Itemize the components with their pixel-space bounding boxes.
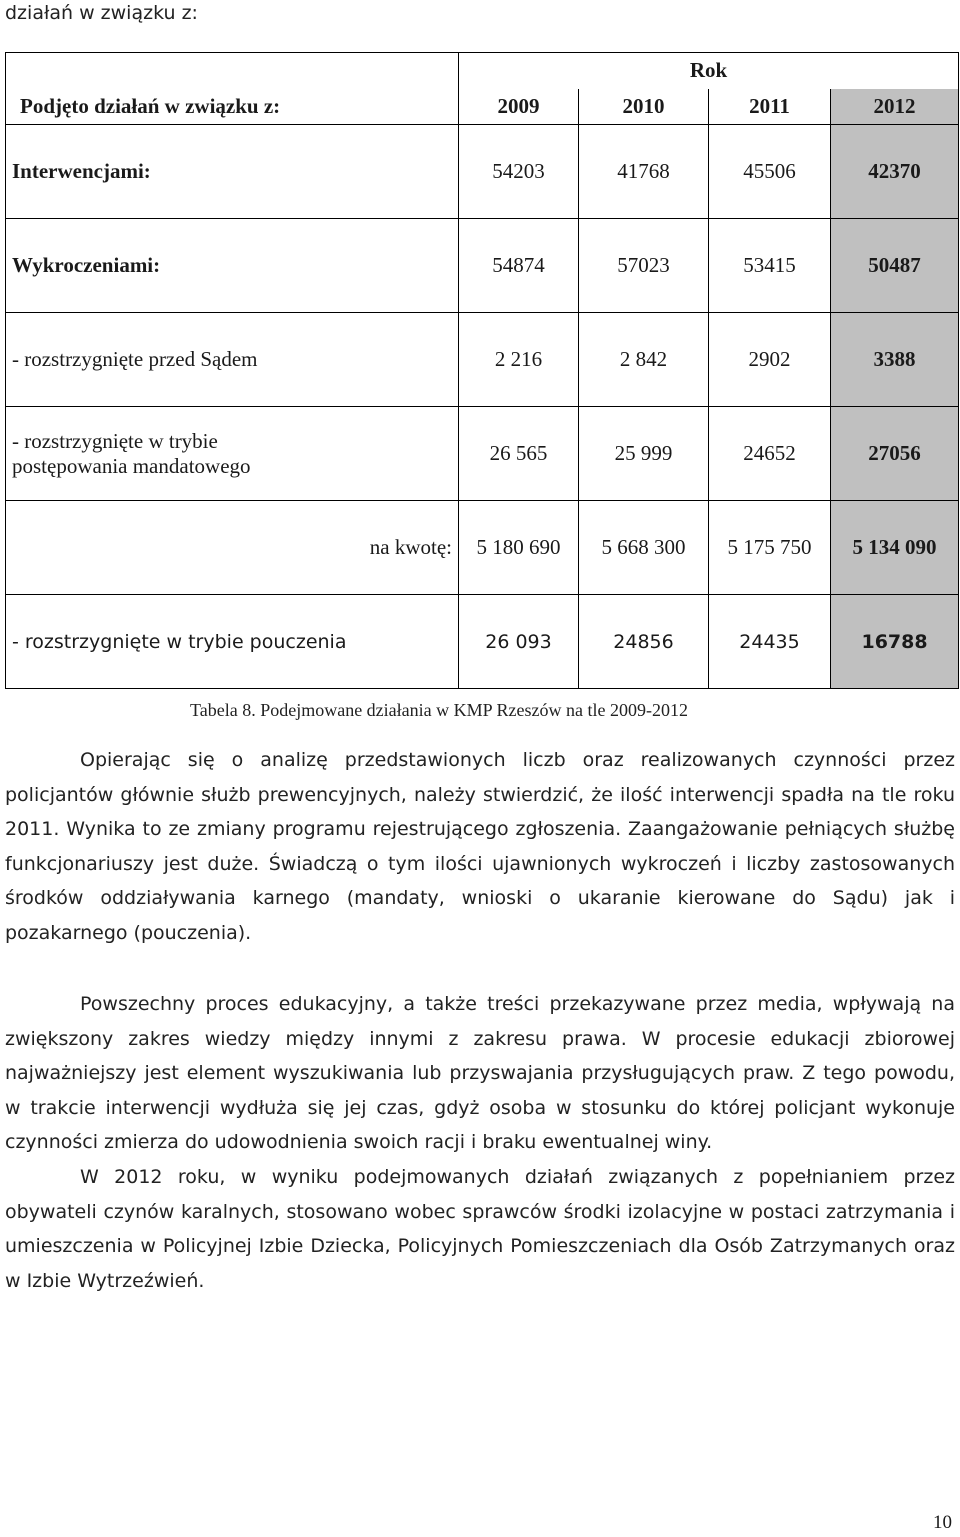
page-number: 10: [933, 1512, 952, 1533]
cell-value: 2 842: [579, 313, 709, 407]
cell-value: 5 175 750: [709, 501, 831, 595]
paragraph: Opierając się o analizę przedstawionych liczb oraz realizowanych czynności przez policjantów głównie służb prewencyjnych, należy stwierdzić, że ilość interwencji spadła na tle roku 2011. Wynika to ze zmiany programu rejestrującego zgłoszenia. Zaangażowanie pełniących służbę funkcjonariuszy jest duże. Świadczą o tym ilości ujawnionych wykroczeń i liczby zastosowanych środków oddziaływania karnego (mandaty, wnioski o ukaranie kierowane do Sądu) jak i pozakarnego (pouczenia).: [5, 749, 955, 944]
cell-value: 25 999: [579, 407, 709, 501]
cell-value-highlighted: 42370: [831, 125, 959, 219]
cell-value: 2902: [709, 313, 831, 407]
cell-value: 26 093: [459, 595, 579, 689]
cell-value: 24652: [709, 407, 831, 501]
year-header-2011: 2011: [709, 89, 831, 125]
continuation-text: działań w związku z:: [5, 2, 198, 24]
table-row: [6, 595, 959, 689]
cell-value-highlighted: 16788: [831, 595, 959, 689]
cell-value: 41768: [579, 125, 709, 219]
table-row: [6, 219, 959, 313]
year-header-2009: 2009: [459, 89, 579, 125]
table-row: [6, 125, 959, 219]
row-label: - rozstrzygnięte przed Sądem: [6, 313, 459, 407]
cell-value: 5 668 300: [579, 501, 709, 595]
cell-value: 5 180 690: [459, 501, 579, 595]
cell-value: 54203: [459, 125, 579, 219]
cell-value: 24856: [579, 595, 709, 689]
actions-table: [5, 52, 959, 689]
cell-value: 54874: [459, 219, 579, 313]
table-row: [6, 407, 959, 501]
row-label: - rozstrzygnięte w trybie pouczenia: [6, 595, 459, 689]
cell-value: 53415: [709, 219, 831, 313]
table-header-row-rok: [6, 53, 959, 89]
row-label: Interwencjami:: [6, 125, 459, 219]
cell-value-highlighted: 3388: [831, 313, 959, 407]
cell-value-highlighted: 50487: [831, 219, 959, 313]
cell-value: 2 216: [459, 313, 579, 407]
row-label-line: - rozstrzygnięte w trybie: [12, 428, 218, 453]
row-label: [6, 407, 459, 501]
row-label-line: postępowania mandatowego: [12, 453, 251, 478]
row-label: na kwotę:: [6, 501, 459, 595]
table-corner: [6, 53, 459, 89]
paragraph: W 2012 roku, w wyniku podejmowanych działań związanych z popełnianiem przez obywateli czynów karalnych, stosowano wobec sprawców środki izolacyjne w postaci zatrzymania i umieszczenia w Policyjnej Izbie Dziecka, Policyjnych Pomieszczeniach dla Osób Zatrzymanych oraz w Izbie Wytrzeźwień.: [5, 1166, 955, 1292]
year-header-2010: 2010: [579, 89, 709, 125]
cell-value: 24435: [709, 595, 831, 689]
row-label: Wykroczeniami:: [6, 219, 459, 313]
year-header-2012: 2012: [831, 89, 959, 125]
cell-value: 57023: [579, 219, 709, 313]
table-row: [6, 313, 959, 407]
paragraph: Powszechny proces edukacyjny, a także treści przekazywane przez media, wpływają na zwiększony zakres wiedzy między innymi z zakresu prawa. W procesie edukacji zbiorowej najważniejszy jest element wyszukiwania lub przyswajania przysługujących praw. Z tego powodu, w trakcie interwencji wydłuża się jej czas, gdyż osoba w stosunku do której policjant wykonuje czynności zmierza do udowodnienia swoich racji i braku ewentualnej winy.: [5, 993, 955, 1153]
year-group-header: Rok: [459, 53, 959, 89]
cell-value: 45506: [709, 125, 831, 219]
table-caption: Tabela 8. Podejmowane działania w KMP Rzeszów na tle 2009-2012: [190, 700, 688, 720]
header-label: Podjęto działań w związku z:: [6, 89, 459, 125]
cell-value-highlighted: 27056: [831, 407, 959, 501]
cell-value: 26 565: [459, 407, 579, 501]
table-row: [6, 501, 959, 595]
cell-value-highlighted: 5 134 090: [831, 501, 959, 595]
table-header-row-years: [6, 89, 959, 125]
